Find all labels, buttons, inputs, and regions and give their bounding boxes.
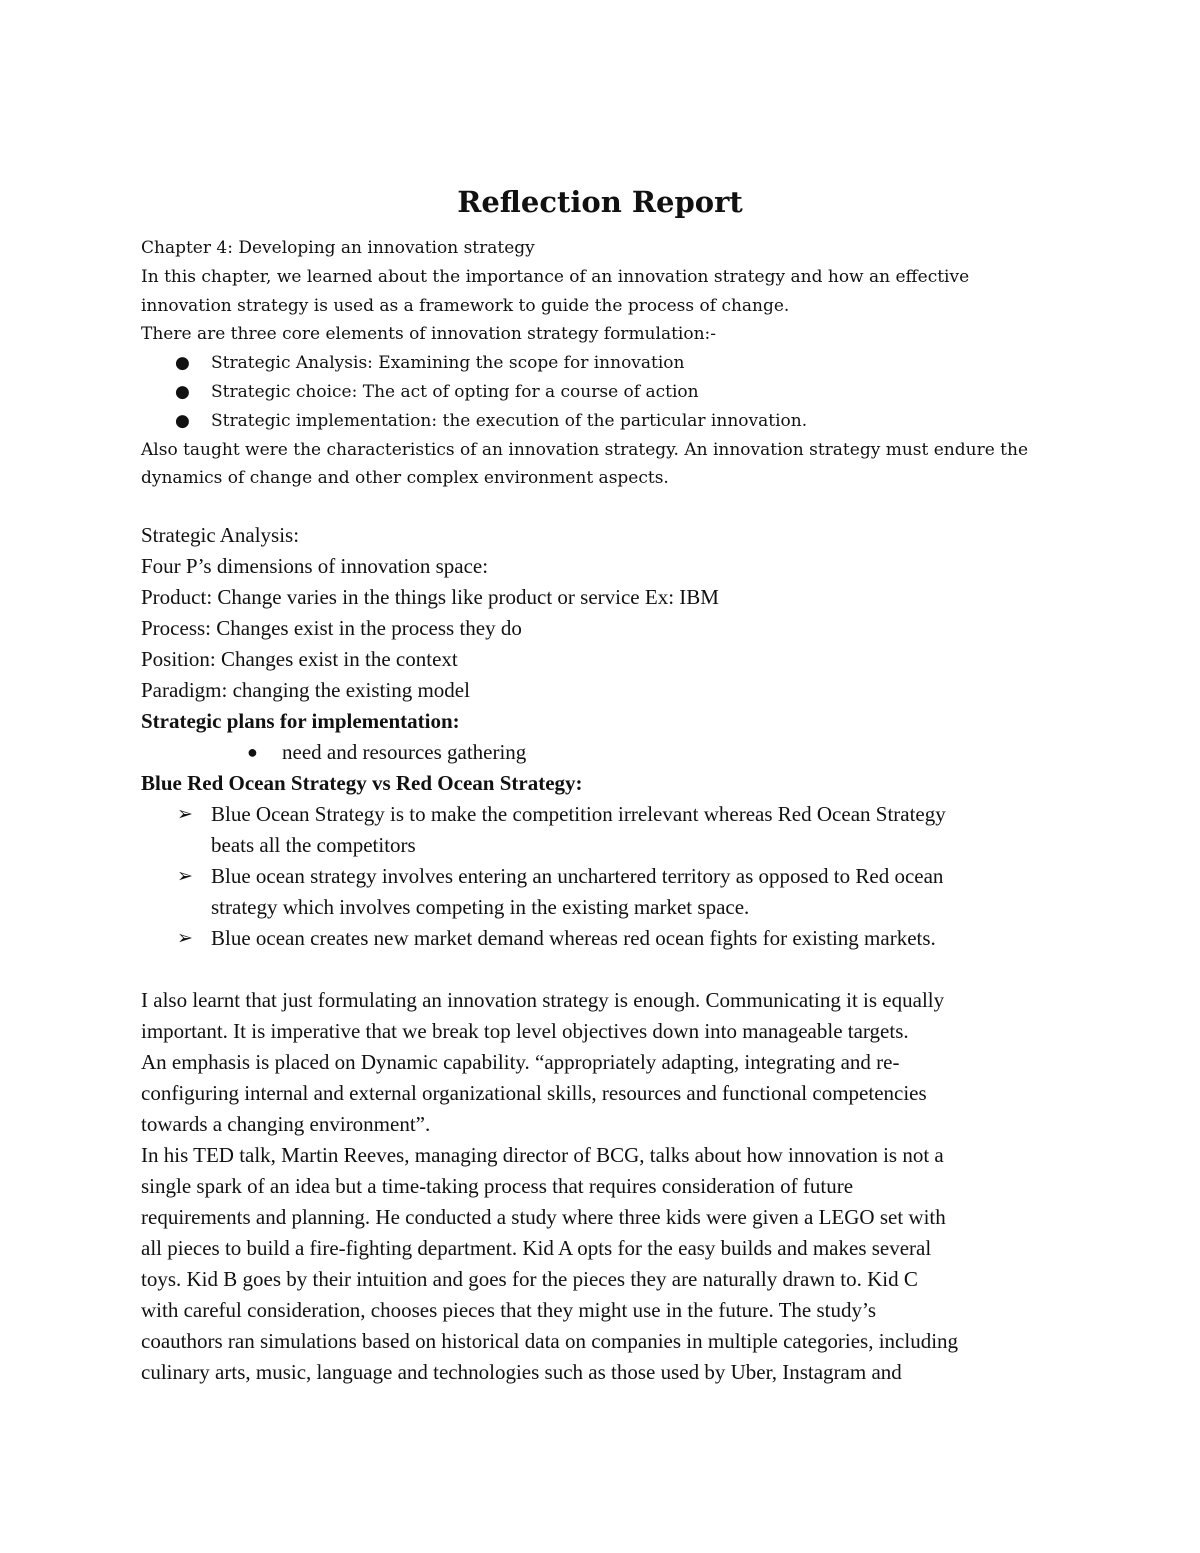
list-item-text: beats all the competitors bbox=[211, 833, 416, 857]
ocean-strategy-list bbox=[141, 799, 1081, 954]
intro-line-1: In this chapter, we learned about the importance of an innovation strategy and how an effective bbox=[141, 266, 970, 287]
analysis-section bbox=[141, 520, 1081, 1388]
list-item bbox=[141, 923, 1081, 954]
paragraph-line: An emphasis is placed on Dynamic capability. “appropriately adapting, integrating and re- bbox=[141, 1050, 900, 1074]
characteristics-line-2: dynamics of change and other complex environment aspects. bbox=[141, 468, 669, 489]
paragraph-line: single spark of an idea but a time-taking process that requires consideration of future bbox=[141, 1174, 854, 1198]
list-item bbox=[141, 349, 1071, 378]
paragraph-line: culinary arts, music, language and technologies such as those used by Uber, Instagram and bbox=[141, 1360, 902, 1384]
bullet-icon: ● bbox=[247, 742, 258, 762]
paragraph-line: toys. Kid B goes by their intuition and goes for the pieces they are naturally drawn to. Kid C bbox=[141, 1267, 918, 1291]
bullet-icon: ● bbox=[175, 381, 190, 402]
paragraph-spacer bbox=[141, 954, 1081, 985]
four-ps-process: Process: Changes exist in the process they do bbox=[141, 616, 522, 640]
four-ps-paradigm: Paradigm: changing the existing model bbox=[141, 678, 470, 702]
intro-line-2: innovation strategy is used as a framework to guide the process of change. bbox=[141, 295, 790, 316]
list-item-text: Blue Ocean Strategy is to make the competition irrelevant whereas Red Ocean Strategy bbox=[211, 802, 946, 826]
list-item-text: Strategic implementation: the execution of the particular innovation. bbox=[211, 410, 808, 431]
paragraph-line: all pieces to build a fire-fighting department. Kid A opts for the easy builds and makes several bbox=[141, 1236, 932, 1260]
paragraph-line: with careful consideration, chooses pieces that they might use in the future. The study’s bbox=[141, 1298, 877, 1322]
core-elements-list bbox=[141, 349, 1071, 435]
list-item bbox=[141, 407, 1071, 436]
list-item bbox=[141, 737, 1081, 768]
list-item-text: Strategic choice: The act of opting for a course of action bbox=[211, 381, 699, 402]
paragraph-line: I also learnt that just formulating an innovation strategy is enough. Communicating it is equally bbox=[141, 988, 945, 1012]
list-item bbox=[141, 378, 1071, 407]
chapter-heading: Chapter 4: Developing an innovation strategy bbox=[141, 238, 535, 258]
paragraph-line: In his TED talk, Martin Reeves, managing director of BCG, talks about how innovation is not a bbox=[141, 1143, 944, 1167]
document-title: Reflection Report bbox=[457, 185, 743, 219]
learning-paragraph bbox=[141, 985, 1081, 1047]
four-ps-product: Product: Change varies in the things like product or service Ex: IBM bbox=[141, 585, 719, 609]
list-item-text: Blue ocean strategy involves entering an unchartered territory as opposed to Red ocean bbox=[211, 864, 944, 888]
bullet-icon: ● bbox=[175, 353, 190, 374]
ted-talk-paragraph bbox=[141, 1140, 1081, 1388]
arrow-bullet-icon: ➢ bbox=[177, 928, 193, 949]
strategic-plans-heading: Strategic plans for implementation: bbox=[141, 709, 460, 733]
arrow-bullet-icon: ➢ bbox=[177, 804, 193, 825]
four-ps-intro: Four P’s dimensions of innovation space: bbox=[141, 554, 489, 578]
arrow-bullet-icon: ➢ bbox=[177, 866, 193, 887]
paragraph-line: important. It is imperative that we break top level objectives down into manageable targets. bbox=[141, 1019, 909, 1043]
paragraph-line: requirements and planning. He conducted a study where three kids were given a LEGO set with bbox=[141, 1205, 946, 1229]
ocean-strategy-heading: Blue Red Ocean Strategy vs Red Ocean Strategy: bbox=[141, 771, 583, 795]
paragraph-line: towards a changing environment”. bbox=[141, 1112, 431, 1136]
strategic-plans-list bbox=[141, 737, 1081, 768]
characteristics-line-1: Also taught were the characteristics of an innovation strategy. An innovation strategy must endure the bbox=[141, 439, 1029, 460]
list-item-text: Blue ocean creates new market demand whereas red ocean fights for existing markets. bbox=[211, 926, 936, 950]
list-item-text: need and resources gathering bbox=[282, 740, 527, 764]
list-item bbox=[141, 799, 1081, 861]
strategic-analysis-heading: Strategic Analysis: bbox=[141, 523, 300, 547]
dynamic-capability-paragraph bbox=[141, 1047, 1081, 1140]
list-item-text: strategy which involves competing in the existing market space. bbox=[211, 895, 750, 919]
paragraph-line: configuring internal and external organizational skills, resources and functional competencies bbox=[141, 1081, 927, 1105]
bullet-icon: ● bbox=[175, 410, 190, 431]
chapter-summary-section bbox=[141, 234, 1071, 493]
list-item-text: Strategic Analysis: Examining the scope for innovation bbox=[211, 353, 685, 374]
paragraph-line: coauthors ran simulations based on historical data on companies in multiple categories, including bbox=[141, 1329, 959, 1353]
list-item bbox=[141, 861, 1081, 923]
core-elements-lead: There are three core elements of innovation strategy formulation:- bbox=[141, 324, 717, 345]
four-ps-position: Position: Changes exist in the context bbox=[141, 647, 458, 671]
